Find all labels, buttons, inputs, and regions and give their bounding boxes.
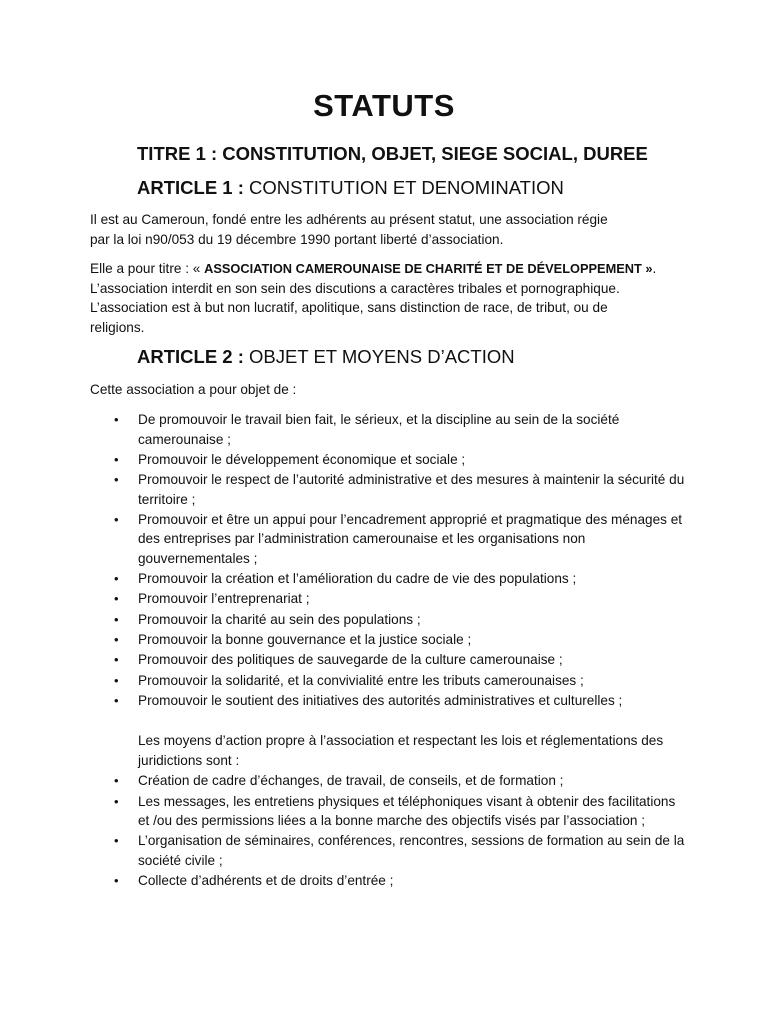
document-title: STATUTS (313, 88, 455, 123)
paragraph-line: Cette association a pour objet de : (90, 382, 297, 397)
bullet-icon: • (114, 672, 119, 688)
bullet-icon: • (114, 773, 119, 789)
list-item (90, 589, 690, 609)
bullet-icon: • (114, 511, 119, 527)
list-item (90, 569, 690, 589)
list-item-text: Promouvoir la charité au sein des populations ; (138, 611, 421, 627)
paragraph-line: religions. (90, 319, 145, 335)
list-item-text: Les messages, les entretiens physiques et téléphoniques visant à obtenir des facilitations et /ou des permissions liées a la bonne marche des objectifs visés par l’association ; (138, 793, 676, 829)
bullet-icon: • (114, 591, 119, 607)
list-item (90, 450, 690, 470)
list-item-text: Promouvoir le respect de l’autorité administrative et des mesures à maintenir la sécurité du territoire ; (138, 472, 685, 507)
list-item (90, 771, 690, 791)
titre-1-heading: TITRE 1 : CONSTITUTION, OBJET, SIEGE SOCIAL, DUREE (137, 143, 648, 164)
list-item (90, 691, 690, 711)
title-prefix: Elle a pour titre : « (90, 261, 205, 276)
paragraph-line: par la loi n90/053 du 19 décembre 1990 portant liberté d’association. (90, 231, 504, 247)
bullet-icon: • (114, 793, 119, 809)
list-item-text: Création de cadre d’échanges, de travail, de conseils, et de formation ; (138, 773, 564, 789)
bullet-icon: • (114, 571, 119, 587)
list-item (90, 671, 690, 691)
list-item (90, 610, 690, 630)
list-item-text: Promouvoir l’entreprenariat ; (138, 591, 310, 607)
bullet-icon: • (114, 611, 119, 627)
list-item-text: Promouvoir le soutient des initiatives des autorités administratives et culturelles ; (138, 692, 623, 708)
article-2-title: OBJET ET MOYENS D’ACTION (249, 346, 515, 367)
list-item (90, 470, 690, 509)
list-item (90, 410, 690, 449)
paragraph-denomination (90, 259, 690, 337)
list-item-text: Promouvoir le développement économique et sociale ; (138, 451, 466, 467)
bullet-icon: • (114, 652, 119, 668)
list-item-text: Promouvoir des politiques de sauvegarde de la culture camerounaise ; (138, 652, 563, 668)
list-item-text: Collecte d’adhérents et de droits d’entrée ; (138, 873, 394, 889)
bullet-icon: • (114, 472, 119, 488)
list-item-text: Promouvoir et être un appui pour l’encadrement approprié et pragmatique des ménages et des entreprises par l’administration camerounaise et les organisations non gouvernementales ; (138, 511, 683, 566)
list-item-text: Promouvoir la solidarité, et la convivialité entre les tributs camerounaises ; (138, 672, 584, 688)
article-2-label: ARTICLE 2 : (137, 346, 244, 367)
title-suffix: . (652, 261, 657, 276)
paragraph-line: L’association est à but non lucratif, apolitique, sans distinction de race, de tribut, ou de (90, 300, 608, 315)
association-name: ASSOCIATION CAMEROUNAISE DE CHARITÉ ET DE DÉVELOPPEMENT » (204, 261, 653, 276)
paragraph-constitution (90, 210, 690, 249)
list-item (90, 630, 690, 650)
moyens-intro: Les moyens d’action propre à l’association et respectant les lois et réglementations des juridictions sont : (138, 733, 664, 768)
list-item (90, 510, 690, 569)
paragraph-line: Il est au Cameroun, fondé entre les adhérents au présent statut, une association régie (90, 212, 608, 227)
bullet-icon: • (114, 632, 119, 648)
list-item (90, 792, 690, 831)
list-item-text: Promouvoir la création et l’amélioration du cadre de vie des populations ; (138, 571, 577, 587)
list-item (90, 871, 690, 891)
bullet-icon: • (114, 412, 119, 427)
list-item (90, 650, 690, 670)
bullet-icon: • (114, 833, 119, 849)
article-1-label: ARTICLE 1 : (137, 177, 244, 198)
list-item-text: De promouvoir le travail bien fait, le sérieux, et la discipline au sein de la société camerounaise ; (138, 412, 620, 447)
article-2-heading (137, 346, 515, 368)
paragraph-line: L’association interdit en son sein des discutions a caractères tribales et pornographique. (90, 280, 620, 296)
paragraph-objet-intro (90, 380, 690, 400)
article-1-heading (137, 177, 564, 199)
bullet-icon: • (114, 692, 119, 708)
paragraph-line (90, 259, 690, 279)
list-item-text: Promouvoir la bonne gouvernance et la justice sociale ; (138, 632, 472, 648)
list-item-text: L’organisation de séminaires, conférences, rencontres, sessions de formation au sein de la société civile ; (138, 833, 685, 868)
article-1-title: CONSTITUTION ET DENOMINATION (249, 177, 564, 198)
bullet-icon: • (114, 873, 119, 889)
list-item (90, 831, 690, 870)
objets-list (90, 410, 690, 891)
bullet-icon: • (114, 451, 119, 467)
